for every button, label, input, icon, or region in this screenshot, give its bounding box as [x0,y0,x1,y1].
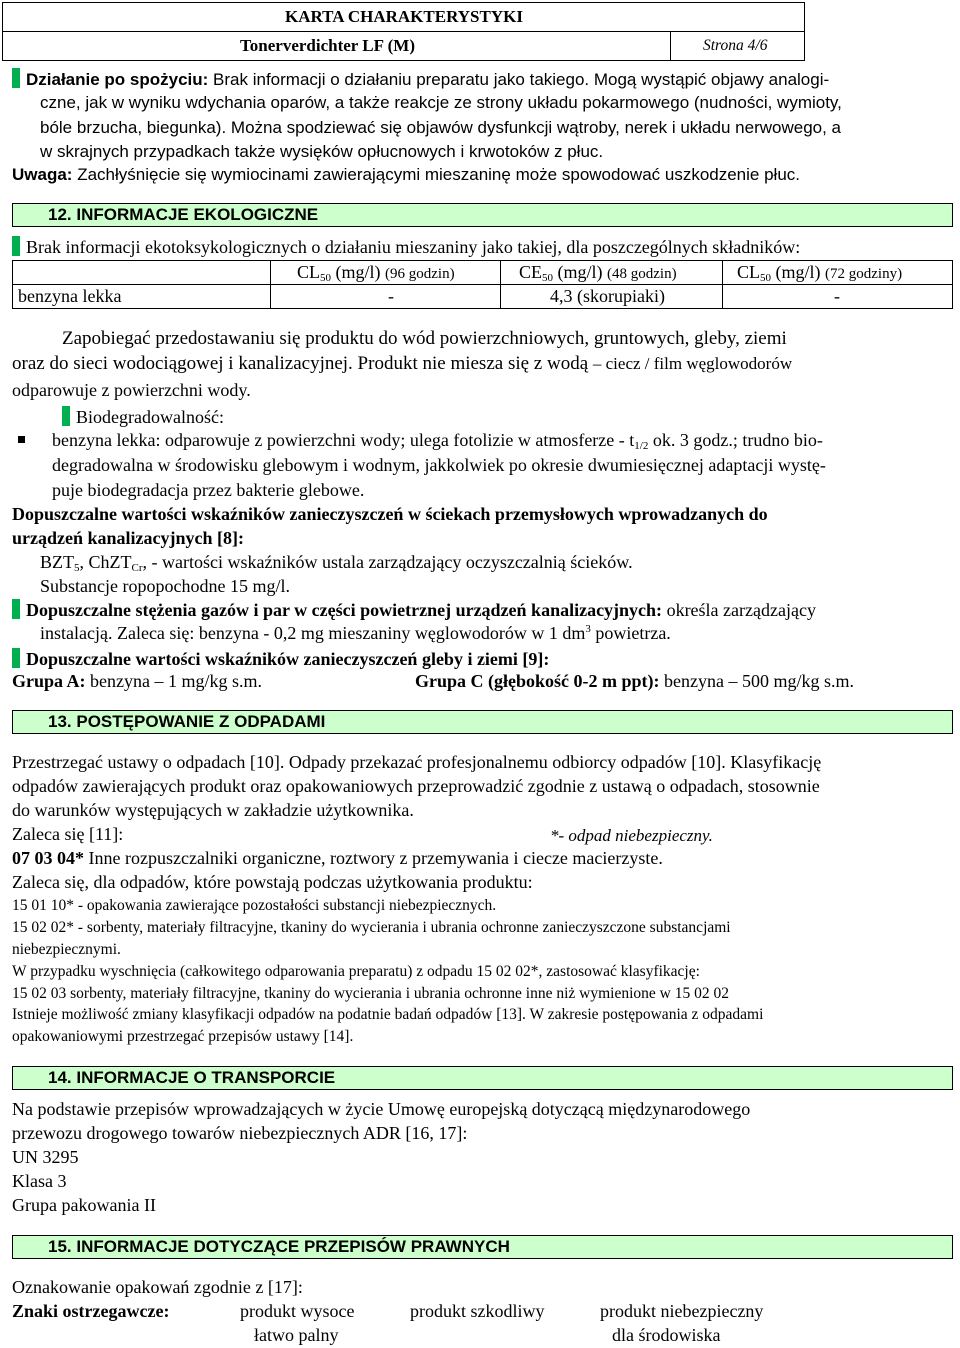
prevent-line3: odparowuje z powierzchni wody. [12,380,251,400]
change-marker [12,599,20,619]
col-header-ce50-48: $CE_{50}$ (mg/l) (48 godzin) [519,262,677,284]
transport-line2: przewozu drogowego towarów niebezpiecznych ADR [16, 17]: [12,1123,468,1143]
waste-code: 07 03 04* Inne rozpuszczalniki organiczne, roztwory z przemywania i ciecze macierzyste. [12,848,663,868]
use-waste: Zaleca się, dla odpadów, które powstają podczas użytkowania produktu: [12,872,533,892]
waste-p1: Przestrzegać ustawy o odpadach [10]. Odpady przekazać profesjonalnemu odbiorcy odpadów [10]. Klasyfikację [12,752,822,772]
document-type: KARTA CHARAKTERYSTYKI [285,7,523,26]
table-row-label: benzyna lekka [18,286,122,306]
bullet-icon [18,436,25,443]
note-text: Zachłyśnięcie się wymiocinami zawierającymi mieszaninę może spowodować uszkodzenie płuc. [77,165,801,184]
ingestion-line3: bóle brzucha, biegunka). Można spodziewać się objawów dysfunkcji wątroby, nerek i układu nerwowego, a [40,118,842,137]
prevent-line1: Zapobiegać przedostawaniu się produktu do wód powierzchniowych, gruntowych, gleby, ziemi [62,328,787,349]
col-header-cl50-96: $CL_{50}$ (mg/l) (96 godzin) [297,262,455,284]
change-marker [62,406,70,426]
ingestion-line1 [12,68,829,90]
section-12-title: 12. INFORMACJE EKOLOGICZNE [48,205,319,224]
group-a: Grupa A: benzyna – 1 mg/kg s.m. [12,671,262,691]
table-cell-2: 4,3 (skorupiaki) [550,286,665,306]
note-label: Uwaga: [12,165,73,184]
bio-line2: degradowalna w środowisku glebowym i wodnym, jakkolwiek po okresie dwumiesięcznej adaptacji wystę- [52,455,826,475]
bio-line1: benzyna lekka: odparowuje z powierzchni wody; ulega fotolizie w atmosferze - $t_{1/2}$ ok. 3 godz.; trudno bio- [52,430,823,452]
waste-item-2b: niebezpiecznymi. [12,941,121,958]
biodegradability-heading: Biodegradowalność: [62,406,224,428]
bio-line3: puje biodegradacja przez bakterie glebowe. [52,480,365,500]
section-13-title: 13. POSTĘPOWANIE Z ODPADAMI [48,712,326,731]
prevent-line2: oraz do sieci wodociągowej i kanalizacyjnej. Produkt nie miesza się z wodą – ciecz / film węglowodorów [12,353,793,374]
ingestion-label: Działanie po spożyciu: [26,70,209,89]
ingestion-note [12,165,800,185]
waste-item-1: 15 01 10* - opakowania zawierające pozostałości substancji niebezpiecznych. [12,897,497,914]
waste-item-4: 15 02 03 sorbenty, materiały filtracyjne, tkaniny do wycierania i ubrania ochronne inne niż wymienione w 15 02 02 [12,985,729,1002]
wastewater-title1: Dopuszczalne wartości wskaźników zanieczyszczeń w ściekach przemysłowych wprowadzanych do [12,504,768,524]
page-number: Strona 4/6 [703,37,768,54]
sign-environment-2: dla środowiska [612,1325,721,1345]
section-15-title: 15. INFORMACJE DOTYCZĄCE PRZEPISÓW PRAWNYCH [48,1237,510,1256]
label-intro: Oznakowanie opakowań zgodnie z [17]: [12,1277,303,1297]
packing-group: Grupa pakowania II [12,1195,156,1215]
eco-intro-text: Brak informacji ekotoksykologicznych o działaniu mieszaniny jako takiej, dla poszczególnych składników: [26,237,801,257]
change-marker [12,236,20,256]
transport-line1: Na podstawie przepisów wprowadzających w życie Umowę europejską dotyczącą międzynarodowego [12,1099,751,1119]
change-marker [12,68,20,88]
sign-harmful: produkt szkodliwy [410,1301,545,1321]
gas-line2: instalacją. Zaleca się: benzyna - 0,2 mg mieszaniny węglowodorów w 1 $dm^3$ powietrza. [40,623,671,643]
warning-signs-label: Znaki ostrzegawcze: [12,1301,170,1321]
ingestion-line2: czne, jak w wyniku wdychania oparów, a także reakcje ze strony układu pokarmowego (nudności, wymioty, [40,93,842,112]
recommend-label: Zaleca się [11]: [12,824,124,844]
sign-flammable-1: produkt wysoce [240,1301,355,1321]
un-number: UN 3295 [12,1147,79,1167]
table-cell-3: - [834,286,840,306]
waste-item-2a: 15 02 02* - sorbenty, materiały filtracyjne, tkaniny do wycierania i ubrania ochronne zanieczyszczone substancjami [12,919,731,936]
waste-item-6: opakowaniowymi przestrzegać przepisów ustawy [14]. [12,1028,354,1045]
bzt-line: $BZT_5$, ChZT$_{Cr}$, - wartości wskaźników ustala zarządzający oczyszczalnią ścieków. [40,552,633,574]
sign-environment-1: produkt niebezpieczny [600,1301,764,1321]
sign-flammable-2: łatwo palny [254,1325,339,1345]
change-marker [12,648,20,668]
waste-item-5: Istnieje możliwość zmiany klasyfikacji odpadów na podatnie badań odpadów [13]. W zakresie postępowania z odpadami [12,1006,764,1023]
wastewater-title2: urządzeń kanalizacyjnych [8]: [12,528,244,548]
waste-p3: do warunków występujących w zakładzie użytkownika. [12,800,414,820]
petroleum-limit: Substancje ropopochodne 15 mg/l. [40,576,290,596]
ingestion-line4: w skrajnych przypadkach także wysięków opłucnowych i krwotoków z płuc. [40,142,604,161]
col-header-cl50-72: $CL_{50}$ (mg/l) (72 godziny) [737,262,903,284]
table-cell-1: - [388,286,394,306]
hazard-class: Klasa 3 [12,1171,67,1191]
hazard-note: *- odpad niebezpieczny. [550,826,713,845]
gas-line1: Dopuszczalne stężenia gazów i par w części powietrznej urządzeń kanalizacyjnych: określa zarządzający [12,599,816,621]
soil-title: Dopuszczalne wartości wskaźników zanieczyszczeń gleby i ziemi [9]: [12,648,549,670]
group-c: Grupa C (głębokość 0-2 m ppt): benzyna – 500 mg/kg s.m. [415,671,854,691]
waste-item-3: W przypadku wyschnięcia (całkowitego odparowania preparatu) z odpadu 15 02 02*, zastosować klasyfikację: [12,963,700,980]
ingestion-text1: Brak informacji o działaniu preparatu jako takiego. Mogą wystąpić objawy analogi- [213,70,830,89]
product-name: Tonerverdichter LF (M) [240,36,415,55]
section-14-title: 14. INFORMACJE O TRANSPORCIE [48,1068,336,1087]
waste-p2: odpadów zawierających produkt oraz opakowaniowych przeprowadzić zgodnie z ustawą o odpadach, stosownie [12,776,820,796]
eco-intro [12,236,800,258]
